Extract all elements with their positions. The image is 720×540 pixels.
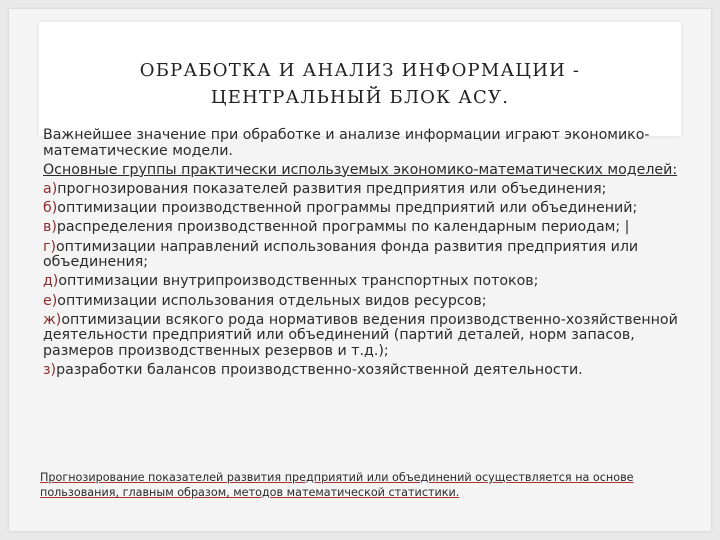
item-text: оптимизации использования отдельных видов ресурсов; bbox=[57, 292, 487, 309]
footnote: Прогнозирование показателей развития предприятий или объединений осуществляется на основе пользования, главным образом, методов математической статистики. bbox=[40, 471, 634, 499]
list-item bbox=[43, 294, 683, 310]
item-marker: г) bbox=[43, 238, 56, 255]
item-marker: е) bbox=[43, 292, 58, 309]
list-item bbox=[43, 201, 683, 217]
item-text: оптимизации направлений использования фонда развития предприятия или объединения; bbox=[43, 238, 639, 271]
item-marker: в) bbox=[43, 219, 57, 236]
item-marker: а) bbox=[43, 180, 58, 197]
list-item bbox=[43, 220, 683, 236]
item-marker: б) bbox=[43, 200, 58, 217]
list-item bbox=[43, 363, 683, 379]
intro-paragraph: Важнейшее значение при обработке и анализе информации играют экономико-математические модели. bbox=[43, 127, 650, 159]
item-text: оптимизации всякого рода нормативов ведения производственно-хозяйственной деятельности предприятий или объединений (партий деталей, норм запасов, размеров производственных резервов и т.д.); bbox=[43, 311, 678, 359]
item-text: оптимизации внутрипроизводственных транспортных потоков; bbox=[58, 273, 539, 290]
item-marker: ж) bbox=[43, 311, 62, 328]
list-item bbox=[43, 182, 683, 198]
item-text: разработки балансов производственно-хозяйственной деятельности. bbox=[56, 362, 583, 379]
item-marker: з) bbox=[43, 362, 57, 379]
title-card bbox=[39, 22, 681, 136]
item-text: прогнозирования показателей развития предприятия или объединения; bbox=[57, 180, 607, 197]
list-item bbox=[43, 240, 683, 271]
slide-body bbox=[43, 128, 683, 382]
list-item bbox=[43, 274, 683, 290]
list-item bbox=[43, 313, 683, 360]
item-text: оптимизации производственной программы предприятий или объединений; bbox=[57, 200, 638, 217]
slide-title bbox=[140, 47, 580, 111]
groups-heading: Основные группы практически используемых экономико-математических моделей: bbox=[43, 161, 678, 178]
item-text: распределения производственной программы по календарным периодам; | bbox=[56, 219, 630, 236]
item-marker: д) bbox=[43, 273, 59, 290]
title-line-1: ОБРАБОТКА И АНАЛИЗ ИНФОРМАЦИИ - bbox=[139, 60, 581, 81]
title-line-2: ЦЕНТРАЛЬНЫЙ БЛОК АСУ. bbox=[210, 87, 510, 108]
